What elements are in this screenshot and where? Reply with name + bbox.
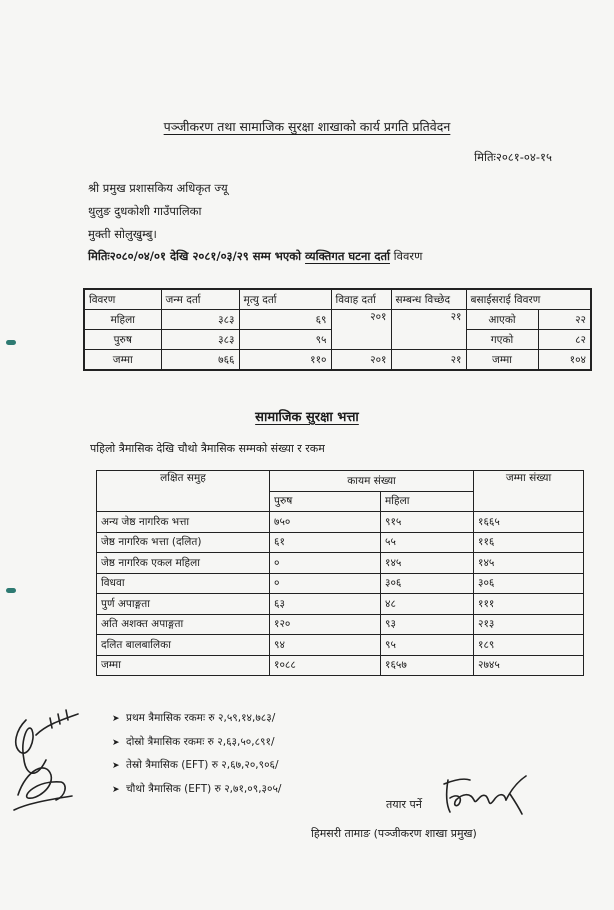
signer-name: हिमसरी तामाङ (पञ्जीकरण शाखा प्रमुख): [311, 827, 477, 840]
events-subheading: [88, 249, 422, 264]
cell-value: ०: [270, 553, 381, 574]
cell-value: २०१: [331, 350, 391, 371]
row-label: पुरुष: [84, 330, 161, 350]
cell-value: ८२: [538, 330, 591, 350]
allowance-table: [96, 470, 584, 676]
report-date: मितिः२०८१-०४-१५: [474, 150, 552, 164]
table-row: [97, 471, 584, 492]
header-cell: सम्बन्ध विच्छेद: [391, 289, 466, 310]
section2-intro: पहिलो त्रैमासिक देखि चौथो त्रैमासिक सम्मको संख्या र रकम: [90, 442, 325, 455]
cell-value: ९५: [381, 635, 474, 656]
row-label: अति अशक्त अपाङ्गता: [97, 614, 270, 635]
cell-value: ६३: [270, 594, 381, 615]
cell-value: २१: [391, 350, 466, 371]
addressee-line-2: थुलुङ दुधकोशी गाउँपालिका: [88, 204, 202, 218]
row-label: दलित बालबालिका: [97, 635, 270, 656]
arrow-icon: ➤: [112, 714, 120, 724]
list-item: ➤ तेस्रो त्रैमासिक (EFT) रु २,६७,२०,९०६/: [112, 757, 281, 781]
table-row: [97, 594, 584, 615]
row-label: जम्मा: [84, 350, 161, 371]
header-cell: मृत्यु दर्ता: [239, 289, 331, 310]
cell-value: २७४५: [474, 655, 584, 676]
cell-value: २२: [538, 310, 591, 330]
row-label: जेष्ठ नागरिक भत्ता (दलित): [97, 532, 270, 553]
cell-value: १८९: [474, 635, 584, 656]
allowance-rows: [97, 512, 584, 676]
row-label: अन्य जेष्ठ नागरिक भत्ता: [97, 512, 270, 533]
list-item: ➤ प्रथम त्रैमासिक रकमः रु २,५९,१४,७८३/: [112, 710, 281, 734]
row-label: जम्मा: [97, 655, 270, 676]
cell-value: ३०६: [474, 573, 584, 594]
header-cell: जन्म दर्ता: [161, 289, 239, 310]
header-cell: जम्मा संख्या: [474, 471, 584, 512]
cell-value: ७५०: [270, 512, 381, 533]
table-row: [97, 512, 584, 533]
cell-value: ४८: [381, 594, 474, 615]
header-cell: विवाह दर्ता: [331, 289, 391, 310]
cell-value: २१३: [474, 614, 584, 635]
cell-value: २१: [391, 310, 466, 350]
cell-label: जम्मा: [466, 350, 538, 371]
arrow-icon: ➤: [112, 761, 120, 771]
cell-value: १११: [474, 594, 584, 615]
header-cell: महिला: [381, 491, 474, 512]
cell-value: ९३: [381, 614, 474, 635]
cell-value: २०१: [331, 310, 391, 350]
cell-value: ५५: [381, 532, 474, 553]
cell-value: ११६: [474, 532, 584, 553]
preparer-signature-icon: [440, 770, 530, 820]
cell-value: १६६५: [474, 512, 584, 533]
events-table: [83, 288, 592, 371]
addressee-line-3: मुक्ती सोलुखुम्बु।: [88, 227, 157, 241]
header-cell: लक्षित समुह: [97, 471, 270, 512]
list-item: ➤ चौथो त्रैमासिक (EFT) रु २,७१,०९,३०५/: [112, 781, 281, 805]
cell-value: १२०: [270, 614, 381, 635]
cell-value: १०८८: [270, 655, 381, 676]
cell-value: ७६६: [161, 350, 239, 371]
table-row: [84, 310, 591, 330]
binding-mark: [6, 340, 16, 345]
row-label: महिला: [84, 310, 161, 330]
prepared-by-label: तयार पर्ने: [386, 798, 422, 811]
cell-value: १६५७: [381, 655, 474, 676]
table-row: [97, 573, 584, 594]
quarter-amount-list: [112, 710, 281, 804]
subheading-prefix: मितिः२०८०/०४/०१ देखि २०८१/०३/२९ सम्म भएको: [88, 249, 306, 263]
cell-value: ०: [270, 573, 381, 594]
cell-label: गएको: [466, 330, 538, 350]
table-row: [84, 350, 591, 371]
table-row: [97, 635, 584, 656]
table-row: [97, 614, 584, 635]
addressee-line-1: श्री प्रमुख प्रशासकिय अधिकृत ज्यू: [88, 181, 228, 195]
cell-value: ६९: [239, 310, 331, 330]
subheading-underlined: व्यक्तिगत घटना दर्ता: [305, 249, 390, 263]
cell-label: आएको: [466, 310, 538, 330]
row-label: जेष्ठ नागरिक एकल महिला: [97, 553, 270, 574]
table-row: [84, 289, 591, 310]
cell-value: ६१: [270, 532, 381, 553]
cell-value: ३०६: [381, 573, 474, 594]
cell-value: १०४: [538, 350, 591, 371]
cell-value: ९१५: [381, 512, 474, 533]
row-label: विधवा: [97, 573, 270, 594]
list-item: ➤ दोस्रो त्रैमासिक रकमः रु २,६३,५०,८९१/: [112, 734, 281, 758]
report-title: पञ्जीकरण तथा सामाजिक सुरक्षा शाखाको कार्य प्रगति प्रतिवेदन: [163, 119, 451, 134]
cell-value: ९५: [239, 330, 331, 350]
row-label: पुर्ण अपाङ्गता: [97, 594, 270, 615]
binding-mark: [6, 588, 16, 593]
table-row: [97, 655, 584, 676]
cell-value: ११०: [239, 350, 331, 371]
header-cell: कायम संख्या: [270, 471, 474, 492]
arrow-icon: ➤: [112, 784, 120, 795]
cell-value: १४५: [474, 553, 584, 574]
cell-value: ९४: [270, 635, 381, 656]
table-row: [97, 532, 584, 553]
cell-value: ३८३: [161, 310, 239, 330]
cell-value: १४५: [381, 553, 474, 574]
arrow-icon: ➤: [112, 737, 120, 748]
header-cell: बसाईसराई विवरण: [466, 289, 591, 310]
header-cell: पुरुष: [270, 491, 381, 512]
subheading-suffix: विवरण: [389, 249, 423, 263]
table-row: [97, 553, 584, 574]
section2-title: सामाजिक सुरक्षा भत्ता: [255, 410, 359, 425]
cell-value: ३८३: [161, 330, 239, 350]
margin-signature-icon: [6, 700, 84, 820]
header-cell: विवरण: [84, 289, 161, 310]
